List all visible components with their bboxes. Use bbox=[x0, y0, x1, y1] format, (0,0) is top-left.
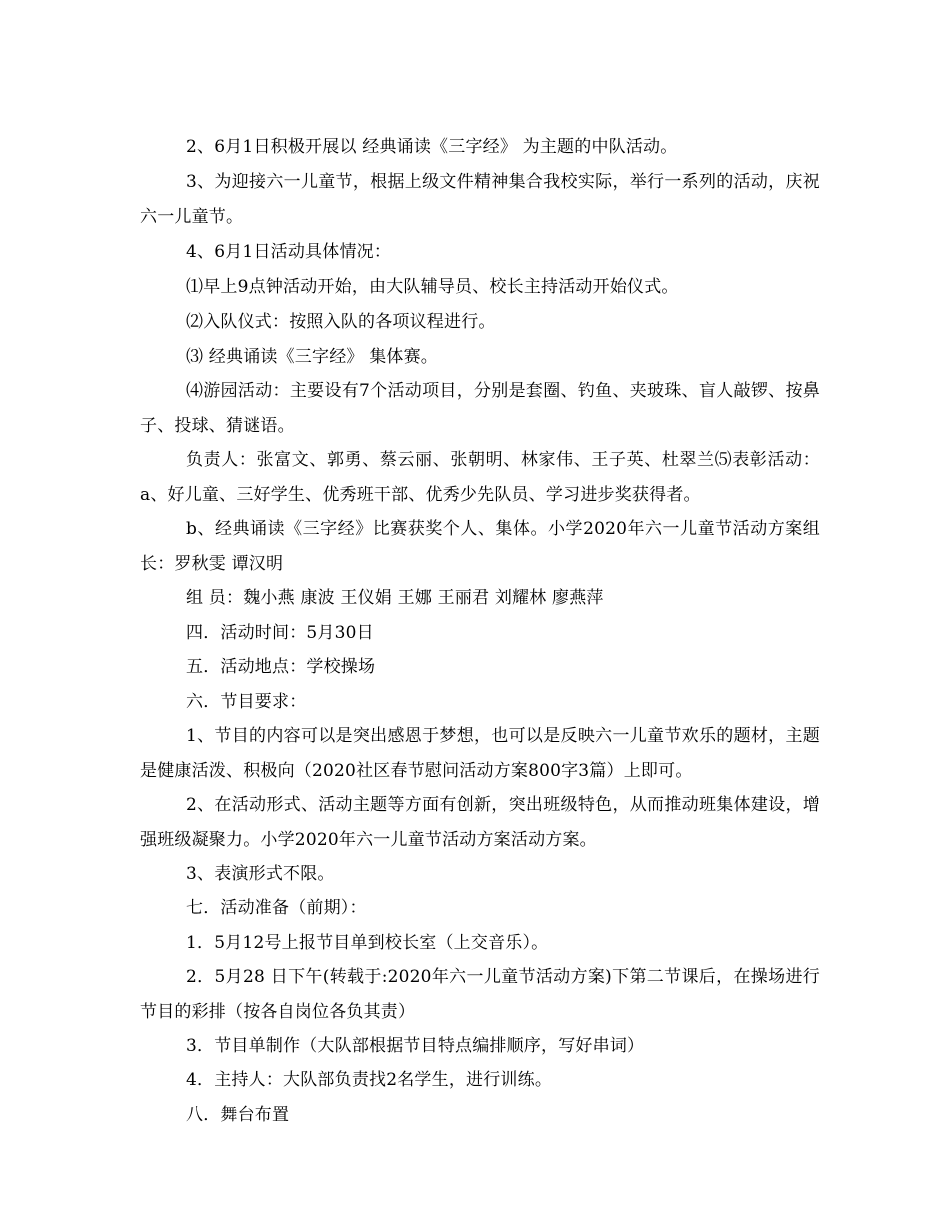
paragraph-9: b、经典诵读《三字经》比赛获奖个人、集体。小学2020年六一儿童节活动方案组 长：罗秋雯 谭汉明 bbox=[140, 519, 820, 574]
paragraph-14: 1、节目的内容可以是突出感恩于梦想，也可以是反映六一儿童节欢乐的题材，主题是健康活泼、积极向（2020社区春节慰问活动方案800字3篇）上即可。 bbox=[140, 726, 820, 781]
paragraph-5: ⑵入队仪式：按照入队的各项议程进行。 bbox=[186, 312, 496, 332]
paragraph-10: 组 员：魏小燕 康波 王仪娟 王娜 王丽君 刘耀林 廖燕萍 bbox=[186, 588, 604, 608]
paragraph-21: 4．主持人：大队部负责找2名学生，进行训练。 bbox=[186, 1070, 553, 1090]
paragraph-12: 五．活动地点：学校操场 bbox=[186, 657, 376, 677]
paragraph-7: ⑷游园活动：主要设有7个活动项目，分别是套圈、钓鱼、夹玻珠、盲人敲锣、按鼻子、投球、猜谜语。 bbox=[140, 381, 820, 436]
paragraph-19: 2．5月28 日下午(转载于:2020年六一儿童节活动方案)下第二节课后，在操场进行节目的彩排（按各自岗位各负其责） bbox=[140, 967, 820, 1022]
paragraph-22: 八．舞台布置 bbox=[186, 1105, 290, 1125]
paragraph-20: 3．节目单制作（大队部根据节目特点编排顺序，写好串词） bbox=[186, 1036, 645, 1056]
paragraph-17: 七．活动准备（前期）： bbox=[186, 898, 367, 918]
paragraph-4: ⑴早上9点钟活动开始，由大队辅导员、校长主持活动开始仪式。 bbox=[186, 277, 679, 297]
paragraph-3: 4、6月1日活动具体情况： bbox=[186, 242, 392, 262]
paragraph-8: 负责人：张富文、郭勇、蔡云丽、张朝明、林家伟、王子英、杜翠兰⑸表彰活动：a、好儿童、三好学生、优秀班干部、优秀少先队员、学习进步奖获得者。 bbox=[140, 450, 820, 505]
paragraph-11: 四．活动时间：5月30日 bbox=[186, 623, 374, 643]
paragraph-2: 3、为迎接六一儿童节，根据上级文件精神集合我校实际，举行一系列的活动，庆祝六一儿童节。 bbox=[140, 172, 820, 227]
paragraph-13: 六．节目要求： bbox=[186, 692, 307, 712]
paragraph-18: 1．5月12号上报节目单到校长室（上交音乐）。 bbox=[186, 933, 549, 953]
paragraph-15: 2、在活动形式、活动主题等方面有创新，突出班级特色，从而推动班集体建设，增强班级凝聚力。小学2020年六一儿童节活动方案活动方案。 bbox=[140, 795, 820, 850]
paragraph-16: 3、表演形式不限。 bbox=[186, 864, 335, 884]
paragraph-6: ⑶ 经典诵读《三字经》 集体赛。 bbox=[186, 347, 439, 367]
paragraph-1: 2、6月1日积极开展以 经典诵读《三字经》 为主题的中队活动。 bbox=[186, 137, 678, 157]
